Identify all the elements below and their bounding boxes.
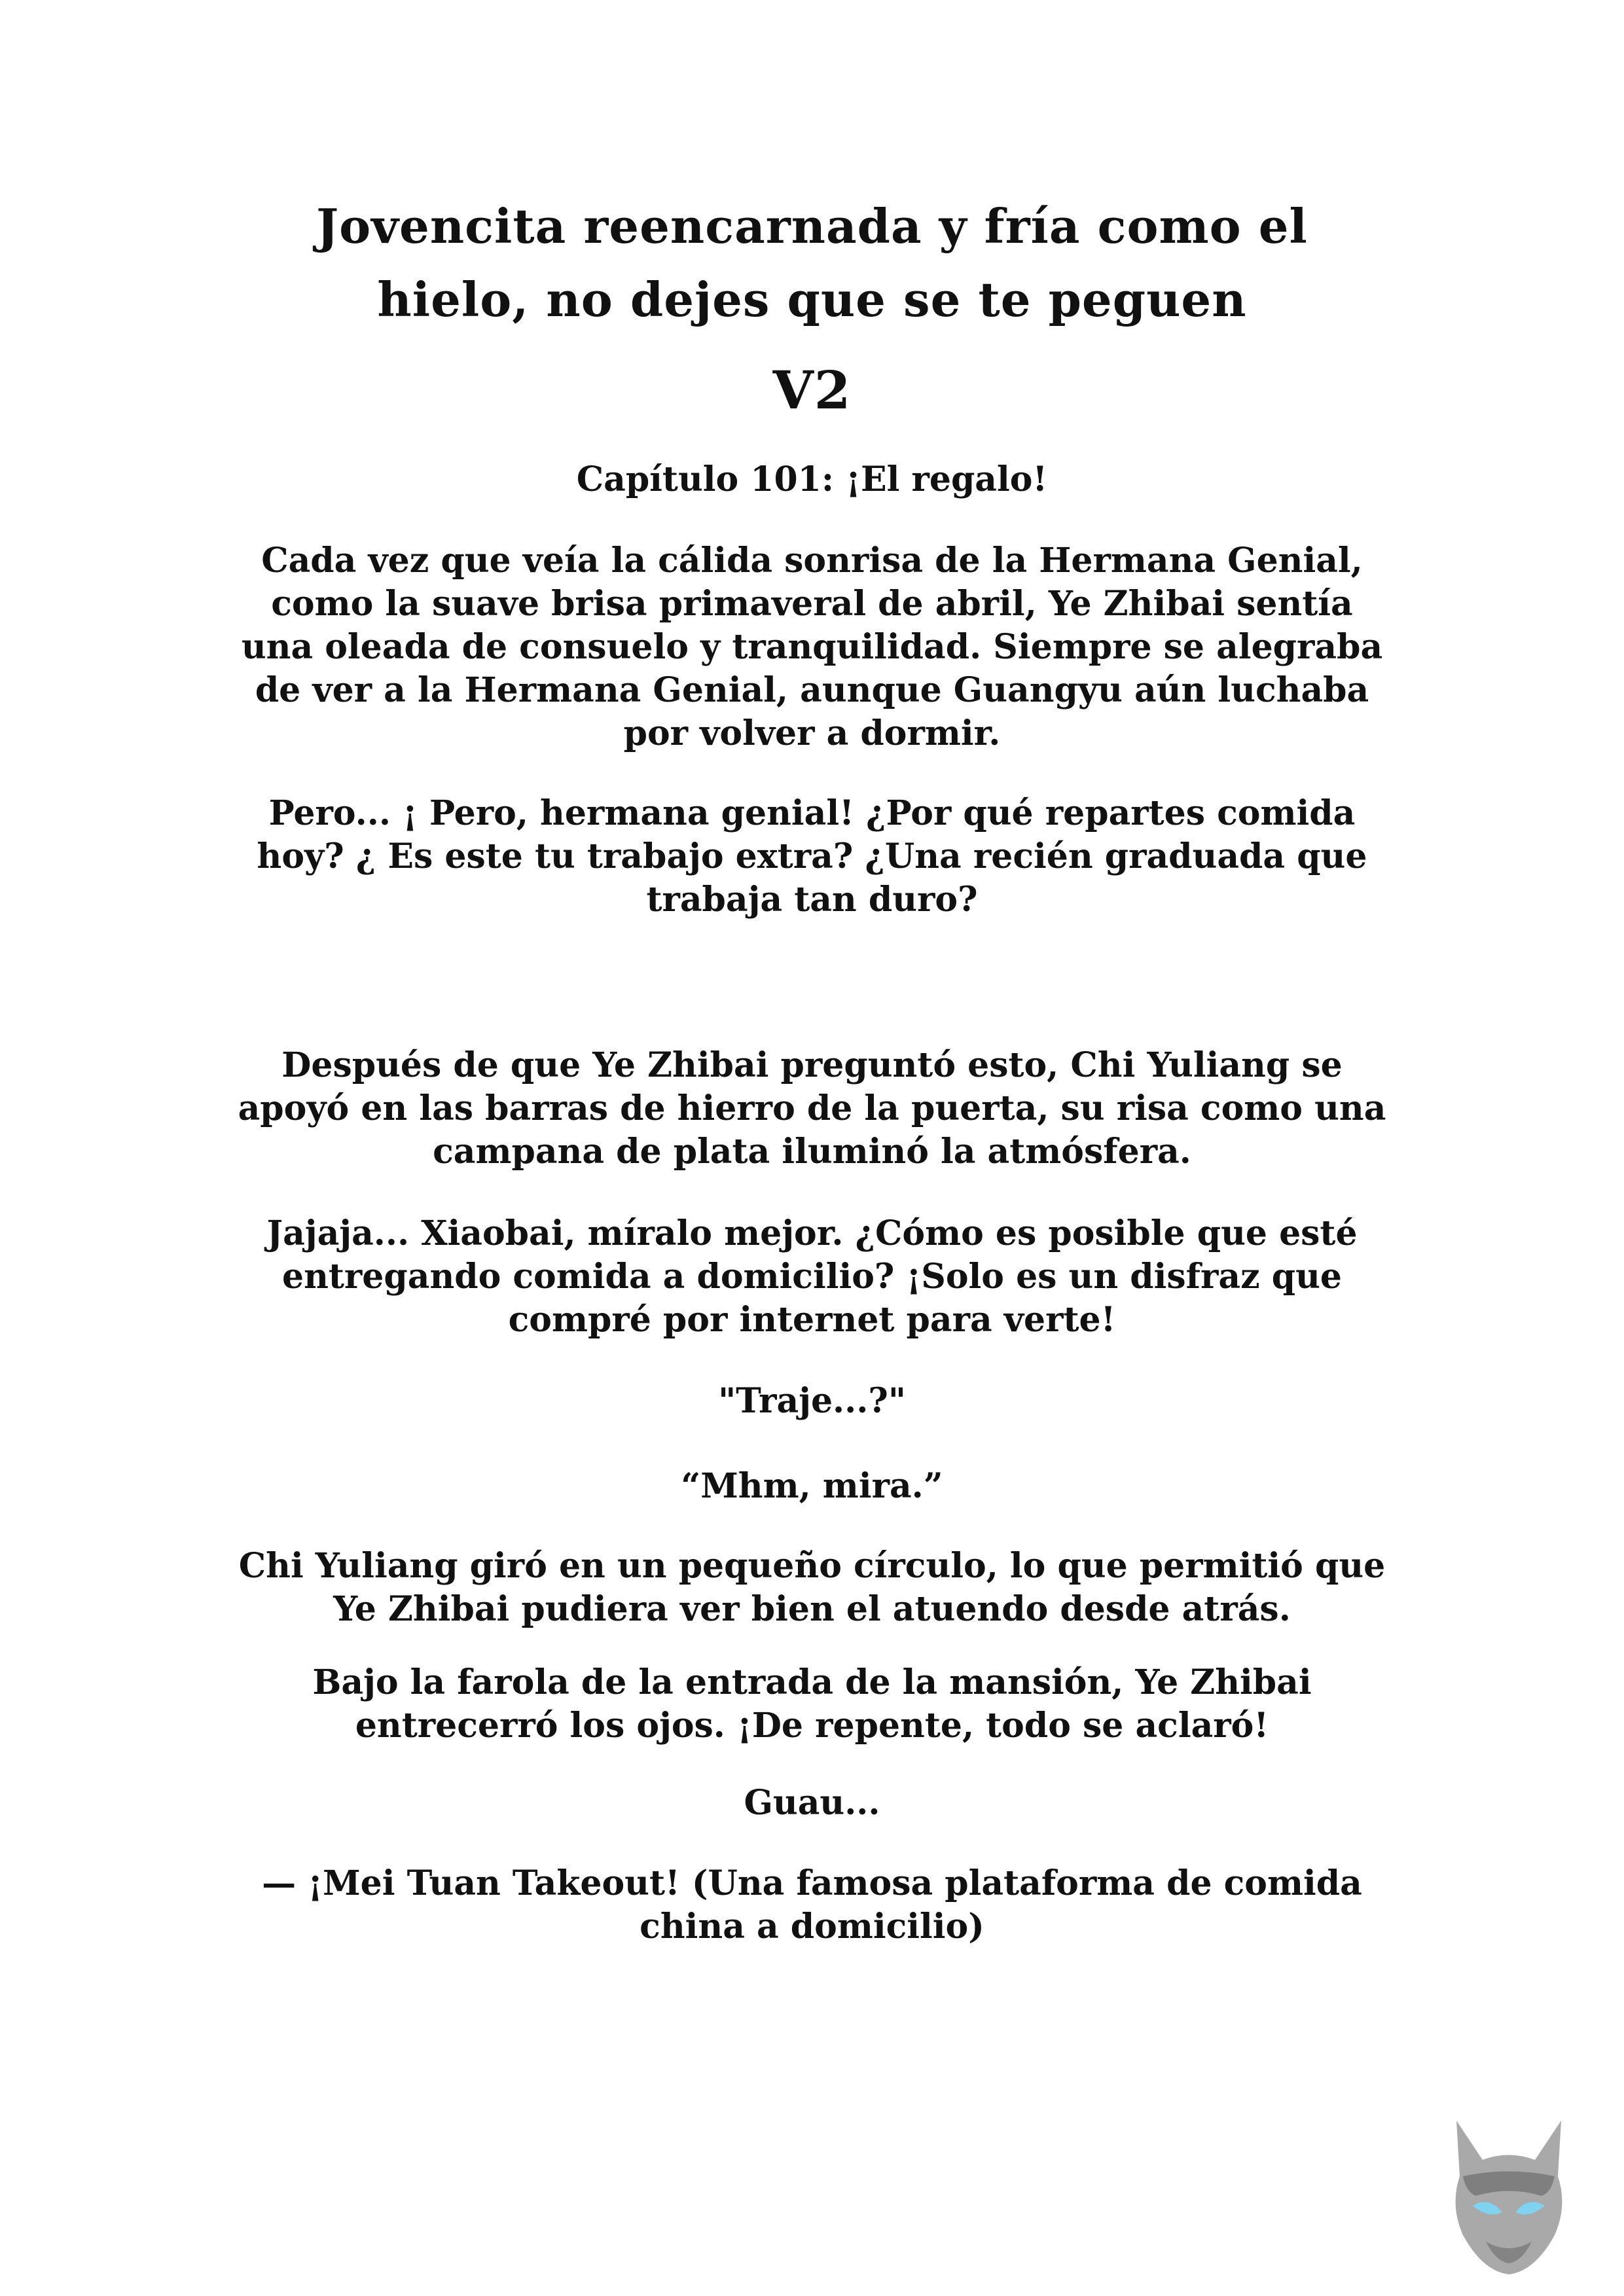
chapter-heading: Capítulo 101: ¡El regalo! (576, 459, 1048, 499)
paragraph-2: Pero... ¡ Pero, hermana genial! ¿Por qué repartes comida hoy? ¿ Es este tu trabajo extra? ¿Una recién graduada que trabaja tan duro? (257, 793, 1367, 920)
demon-mask-logo-icon (1437, 2114, 1581, 2278)
paragraph-7: Chi Yuliang giró en un pequeño círculo, lo que permitió que Ye Zhibai pudiera ver bien el atuendo desde atrás. (238, 1546, 1386, 1629)
paragraph-5: "Traje...?" (718, 1381, 906, 1421)
paragraph-1: Cada vez que veía la cálida sonrisa de la Hermana Genial, como la suave brisa primaveral de abril, Ye Zhibai sentía una oleada de consuelo y tranquilidad. Siempre se alegraba de ver a la Hermana Genial, aunque Guangyu aún luchaba por volver a dormir. (241, 541, 1383, 753)
paragraph-8: Bajo la farola de la entrada de la mansión, Ye Zhibai entrecerró los ojos. ¡De repente, todo se aclaró! (312, 1662, 1312, 1746)
paragraph-3: Después de que Ye Zhibai preguntó esto, Chi Yuliang se apoyó en las barras de hierro de la puerta, su risa como una campana de plata iluminó la atmósfera. (238, 1045, 1386, 1172)
paragraph-9: Guau... (744, 1783, 880, 1823)
document-title: Jovencita reencarnada y fría como el hielo, no dejes que se te peguen (316, 198, 1308, 327)
volume-label: V2 (772, 359, 852, 421)
paragraph-6: “Mhm, mira.” (681, 1466, 943, 1506)
paragraph-10: — ¡Mei Tuan Takeout! (Una famosa plataforma de comida china a domicilio) (262, 1863, 1362, 1946)
paragraph-4: Jajaja... Xiaobai, míralo mejor. ¿Cómo es posible que esté entregando comida a domicilio? ¡Solo es un disfraz que compré por internet para verte! (266, 1213, 1358, 1340)
